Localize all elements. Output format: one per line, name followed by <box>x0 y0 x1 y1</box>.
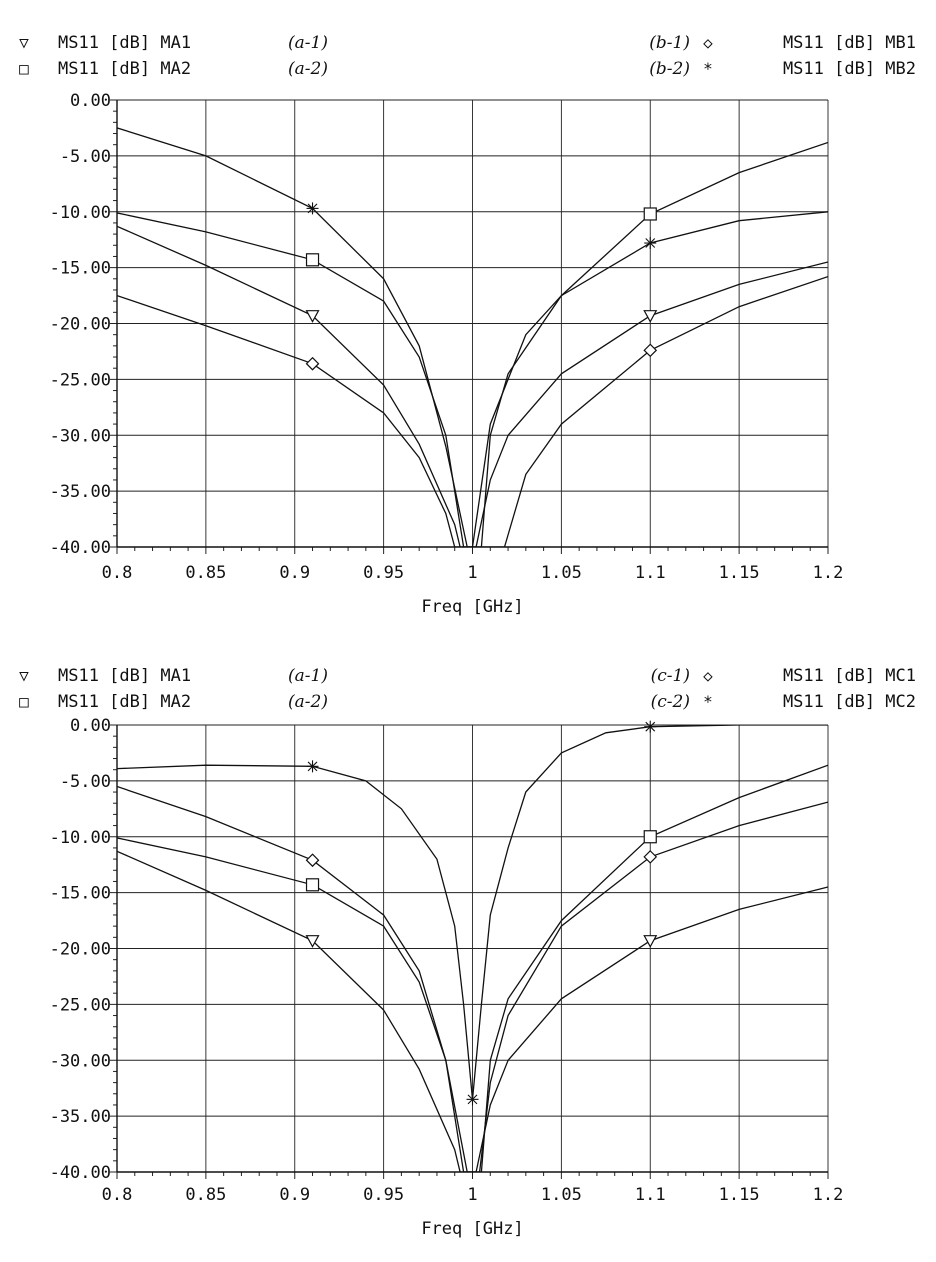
x-tick-label: 1.15 <box>718 563 760 583</box>
legend-entry <box>19 33 328 53</box>
legend-symbol: □ <box>19 692 29 711</box>
y-tick-label: -30.00 <box>49 426 111 447</box>
chart-2 <box>19 666 916 1239</box>
legend-handwritten-note: (a-1) <box>288 666 328 686</box>
y-tick-label: -10.00 <box>49 827 111 848</box>
x-tick-label: 1 <box>467 1185 478 1205</box>
y-tick-label: -40.00 <box>49 538 111 558</box>
y-tick-label: -5.00 <box>59 146 111 167</box>
y-tick-label: -15.00 <box>49 258 111 279</box>
x-tick-label: 1.2 <box>812 563 844 583</box>
legend-handwritten-note: (a-2) <box>288 59 328 79</box>
x-tick-label: 0.85 <box>185 1185 227 1205</box>
x-tick-label: 0.95 <box>363 1185 405 1205</box>
x-tick-label: 0.8 <box>101 563 133 583</box>
data-point-triangle <box>644 311 656 322</box>
data-point-star <box>644 237 656 249</box>
data-point-star <box>307 202 319 214</box>
legend-label: MS11 [dB] MA1 <box>58 33 192 53</box>
data-point-diamond <box>307 854 319 866</box>
data-point-triangle <box>644 936 656 947</box>
x-tick-label: 0.85 <box>185 563 227 583</box>
data-point-square <box>644 208 656 220</box>
legend-handwritten-note: (b-1) <box>649 33 690 53</box>
y-tick-label: -25.00 <box>49 370 111 391</box>
y-tick-label: 0.00 <box>70 716 111 736</box>
legend-label: MS11 [dB] MB1 <box>782 33 916 53</box>
x-tick-label: 0.9 <box>279 1185 311 1205</box>
y-tick-label: -10.00 <box>49 202 111 223</box>
legend-entry <box>19 666 328 686</box>
data-point-square <box>644 831 656 843</box>
x-axis-label: Freq [GHz] <box>421 1219 524 1239</box>
legend-entry <box>649 33 916 53</box>
legend-label: MS11 [dB] MA2 <box>58 59 192 79</box>
legend-symbol: ▽ <box>19 33 29 52</box>
legend-entry <box>649 59 916 79</box>
y-tick-label: -40.00 <box>49 1163 111 1183</box>
y-tick-label: -35.00 <box>49 1107 111 1128</box>
legend-handwritten-note: (a-2) <box>288 692 328 712</box>
x-tick-label: 0.95 <box>363 563 405 583</box>
x-tick-label: 0.9 <box>279 563 311 583</box>
legend-symbol: * <box>703 692 713 711</box>
legend-symbol: □ <box>19 59 29 78</box>
legend-label: MS11 [dB] MC1 <box>782 666 916 686</box>
legend-entry <box>651 692 916 712</box>
data-point-square <box>307 254 319 266</box>
legend-entry <box>651 666 916 686</box>
legend-symbol: ◇ <box>703 33 713 52</box>
y-tick-label: -15.00 <box>49 883 111 904</box>
legend-symbol: ▽ <box>19 666 29 685</box>
data-point-diamond <box>307 358 319 370</box>
y-tick-label: -20.00 <box>49 939 111 960</box>
legend-label: MS11 [dB] MA1 <box>58 666 192 686</box>
y-tick-label: -5.00 <box>59 771 111 792</box>
legend-handwritten-note: (b-2) <box>649 59 690 79</box>
legend-label: MS11 [dB] MC2 <box>782 692 916 712</box>
data-point-star <box>644 721 656 733</box>
legend-symbol: * <box>703 59 713 78</box>
x-axis-label: Freq [GHz] <box>421 597 524 617</box>
y-tick-label: 0.00 <box>70 91 111 111</box>
legend-label: MS11 [dB] MA2 <box>58 692 192 712</box>
y-tick-label: -25.00 <box>49 995 111 1016</box>
x-tick-label: 1 <box>467 563 478 583</box>
data-point-diamond <box>644 851 656 863</box>
x-tick-label: 1.05 <box>540 1185 582 1205</box>
data-point-star <box>467 1093 479 1105</box>
x-tick-label: 0.8 <box>101 1185 133 1205</box>
legend-symbol: ◇ <box>703 666 713 685</box>
x-tick-label: 1.1 <box>634 563 666 583</box>
x-tick-label: 1.15 <box>718 1185 760 1205</box>
legend-entry <box>19 692 328 712</box>
y-tick-label: -35.00 <box>49 482 111 503</box>
y-tick-label: -30.00 <box>49 1051 111 1072</box>
legend-handwritten-note: (a-1) <box>288 33 328 53</box>
x-tick-label: 1.05 <box>540 563 582 583</box>
chart-1 <box>19 33 916 617</box>
legend-handwritten-note: (c-2) <box>650 692 690 712</box>
data-point-square <box>307 879 319 891</box>
legend-handwritten-note: (c-1) <box>650 666 690 686</box>
y-tick-label: -20.00 <box>49 314 111 335</box>
x-tick-label: 1.2 <box>812 1185 844 1205</box>
x-tick-label: 1.1 <box>634 1185 666 1205</box>
legend-label: MS11 [dB] MB2 <box>782 59 916 79</box>
legend-entry <box>19 59 328 79</box>
data-point-star <box>307 760 319 772</box>
